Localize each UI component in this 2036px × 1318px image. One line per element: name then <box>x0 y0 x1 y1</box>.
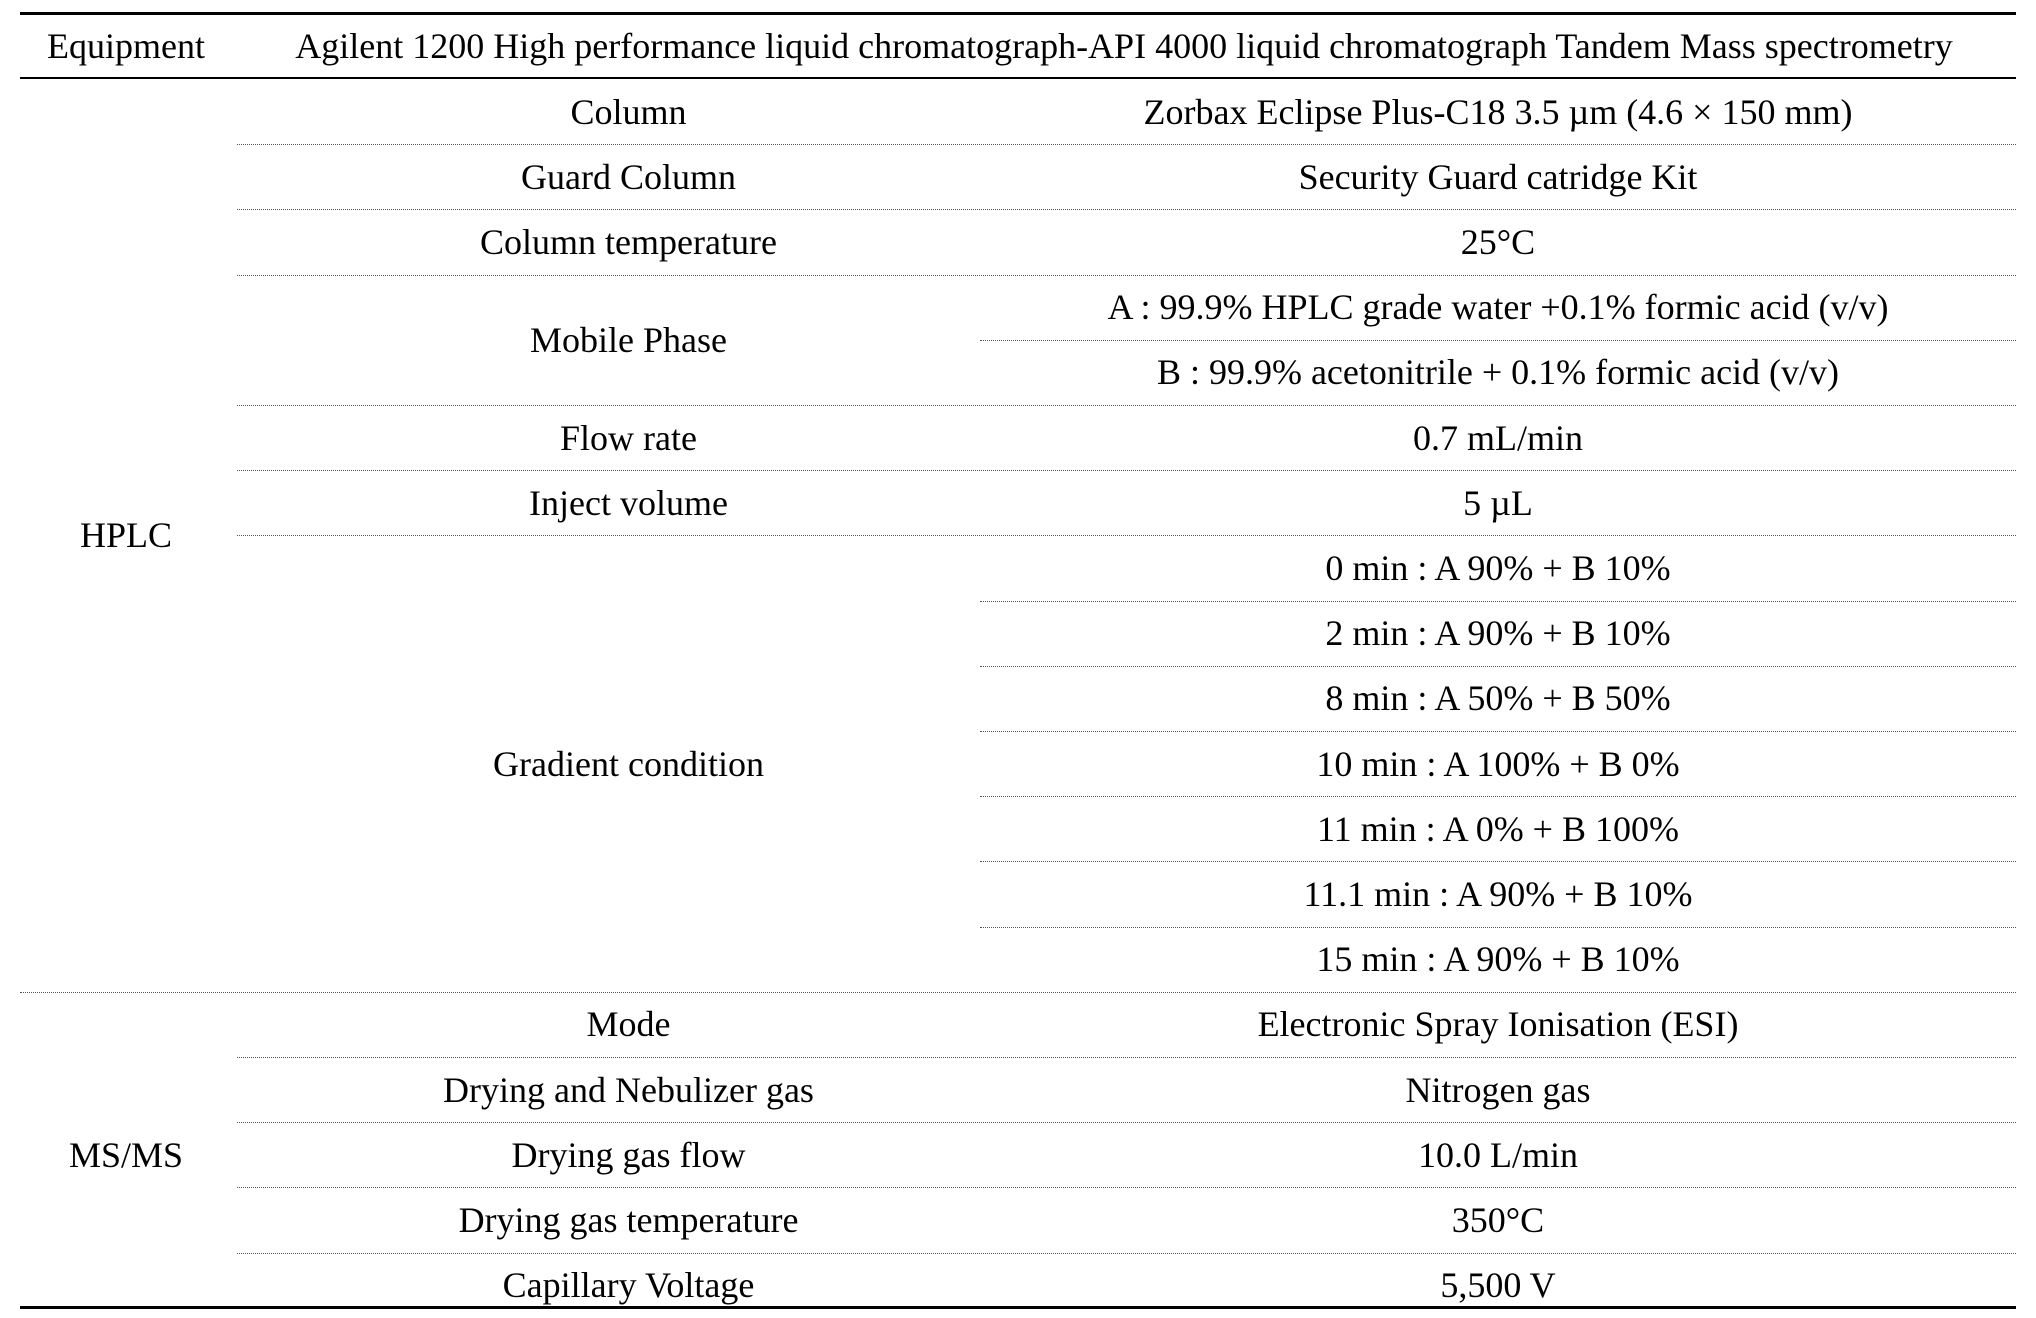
value-cell: 0.7 mL/min <box>1413 417 1583 458</box>
parameter-cell: Flow rate <box>560 417 697 458</box>
value-cell: 11 min : A 0% + B 100% <box>1317 808 1679 849</box>
parameter-cell: Capillary Voltage <box>502 1265 755 1306</box>
group-label-hplc: HPLC <box>79 515 173 556</box>
value-cell: 8 min : A 50% + B 50% <box>1325 678 1671 719</box>
parameter-cell: Column temperature <box>480 221 777 262</box>
parameter-cell: Drying gas flow <box>511 1134 746 1175</box>
value-cell: 11.1 min : A 90% + B 10% <box>1303 873 1693 914</box>
value-cell: Electronic Spray Ionisation (ESI) <box>1257 1004 1739 1045</box>
value-cell: 25°C <box>1460 221 1536 262</box>
value-cell: Nitrogen gas <box>1405 1069 1591 1110</box>
value-cell: 350°C <box>1451 1199 1545 1240</box>
parameter-cell: Column <box>570 91 687 132</box>
parameter-cell: Guard Column <box>521 156 736 197</box>
value-cell: A : 99.9% HPLC grade water +0.1% formic acid (v/v) <box>1107 287 1889 328</box>
value-cell: 5,500 V <box>1440 1265 1556 1306</box>
parameter-cell: Mode <box>586 1004 671 1045</box>
value-cell: 15 min : A 90% + B 10% <box>1316 939 1680 980</box>
parameter-cell: Drying gas temperature <box>458 1199 799 1240</box>
value-cell: 10.0 L/min <box>1418 1134 1578 1175</box>
parameter-cell: Drying and Nebulizer gas <box>443 1069 814 1110</box>
value-cell: 10 min : A 100% + B 0% <box>1316 743 1680 784</box>
parameter-cell: Mobile Phase <box>530 319 727 360</box>
parameter-cell: Gradient condition <box>493 743 764 784</box>
header-equipment-label: Equipment <box>47 26 205 66</box>
group-label-ms-ms: MS/MS <box>68 1134 184 1175</box>
value-cell: 2 min : A 90% + B 10% <box>1325 613 1671 654</box>
value-cell: Security Guard catridge Kit <box>1298 156 1698 197</box>
value-cell: Zorbax Eclipse Plus-C18 3.5 µm (4.6 × 150 mm) <box>1143 91 1853 132</box>
parameters-table <box>20 0 2016 1317</box>
value-cell: 0 min : A 90% + B 10% <box>1325 547 1671 588</box>
parameter-cell: Inject volume <box>529 482 728 523</box>
header-equipment-value: Agilent 1200 High performance liquid chromatograph-API 4000 liquid chromatograph Tandem Mass spectrometry <box>295 26 1953 66</box>
value-cell: 5 µL <box>1463 482 1533 523</box>
value-cell: B : 99.9% acetonitrile + 0.1% formic acid (v/v) <box>1156 352 1840 393</box>
